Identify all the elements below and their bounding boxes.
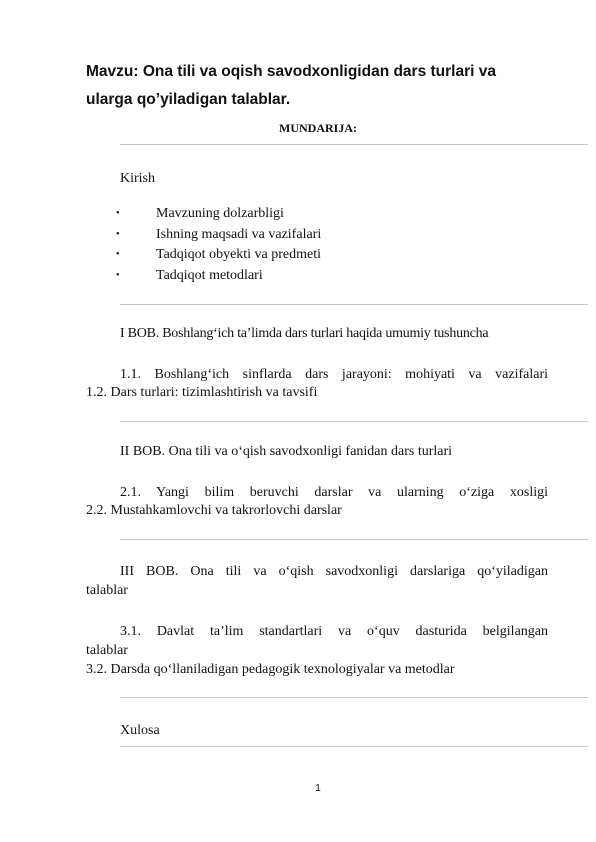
chapter-3-title: III BOB. Ona tili va o‘qish savodxonligi darslariga qo‘yiladigan xyxy=(120,564,548,579)
divider xyxy=(120,697,588,698)
divider xyxy=(120,539,588,540)
chapter-3-title-continued: talablar xyxy=(86,583,128,598)
bullet-icon: • xyxy=(116,228,120,240)
bullet-label: Tadqiqot metodlari xyxy=(156,267,263,283)
chapter-1-title: I BOB. Boshlang‘ich ta’limda dars turlari haqida umumiy tushuncha xyxy=(120,326,489,341)
bullet-icon: • xyxy=(116,208,120,219)
section-2-2: 2.2. Mustahkamlovchi va takrorlovchi darslar xyxy=(86,503,342,518)
toc-heading: MUNDARIJA: xyxy=(279,121,357,135)
section-2-1: 2.1. Yangi bilim beruvchi darslar va ularning o‘ziga xosligi xyxy=(120,485,548,500)
section-3-2: 3.2. Darsda qo‘llaniladigan pedagogik texnologiyalar va metodlar xyxy=(86,662,455,677)
toc-intro: Kirish xyxy=(120,171,155,186)
section-3-1-continued: talablar xyxy=(86,643,128,658)
divider xyxy=(120,746,588,747)
section-3-1: 3.1. Davlat ta’lim standartlari va o‘quv dasturida belgilangan xyxy=(120,624,548,639)
bullet-label: Ishning maqsadi va vazifalari xyxy=(156,226,322,242)
divider xyxy=(120,304,588,305)
divider xyxy=(120,421,588,422)
toc-conclusion: Xulosa xyxy=(120,723,160,738)
document-title-line-1: Mavzu: Ona tili va oqish savodxonligidan dars turlari va xyxy=(86,63,496,80)
document-title-line-2: ularga qo’yiladigan talablar. xyxy=(86,91,291,108)
section-1-2: 1.2. Dars turlari: tizimlashtirish va tavsifi xyxy=(86,385,318,400)
bullet-label: Mavzuning dolzarbligi xyxy=(156,206,284,221)
bullet-icon: • xyxy=(116,249,120,260)
divider xyxy=(120,144,588,145)
page-number: 1 xyxy=(315,783,321,794)
section-1-1: 1.1. Boshlang‘ich sinflarda dars jarayoni: mohiyati va vazifalari xyxy=(120,367,548,382)
chapter-2-title: II BOB. Ona tili va o‘qish savodxonligi fanidan dars turlari xyxy=(120,444,453,459)
bullet-label: Tadqiqot obyekti va predmeti xyxy=(156,247,322,262)
bullet-icon: • xyxy=(116,269,120,281)
